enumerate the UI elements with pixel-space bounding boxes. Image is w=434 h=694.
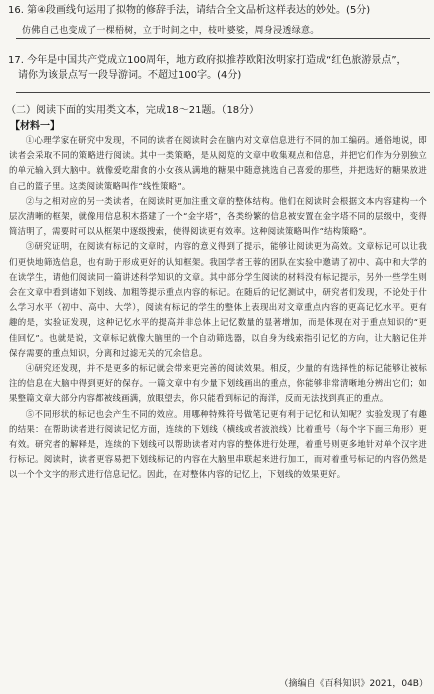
source-citation: （摘编自《百科知识》2021，04B） — [279, 679, 428, 689]
question-16-handwritten-answer: 仿佛自己也变成了一棵梧树，立于时间之中，枝叶婆娑，周身浸透绿意。 — [22, 26, 320, 36]
question-17-line-2: 请你为该景点写一段导游词。不超过100字。(4分) — [18, 70, 242, 81]
paragraph-2: ②与之相对应的另一类读者，在阅读时更加注重文章的整体结构。他们在阅读时会根据文本内容建构一个层次清晰的框架，就像用信息积木搭建了一个“金字塔”，各类纷繁的信息被安置在金字塔不同的层级中，变得简洁明了，需要时可以从框架中逐级搜索，使得阅读更有效率。这种阅读策略叫作“结构策略”。 — [9, 195, 427, 237]
answer-line — [16, 38, 430, 39]
answer-line — [16, 92, 430, 93]
section-heading: （二）阅读下面的实用类文本，完成18～21题。（18分） — [6, 105, 260, 116]
question-17-line-1: 17. 今年是中国共产党成立100周年，地方政府拟推荐欧阳汝明家打造成“红色旅游景点”， — [8, 55, 407, 66]
paragraph-4: ④研究还发现，并不是更多的标记就会带来更完善的阅读效果。相反，少量的有选择性的标记能够让被标注的信息在大脑中得到更好的保存。一篇文章中有少量下划线画出的重点，你能够非常清晰地分辨出它们；如果整篇文章大部分内容都被线画满，放眼望去，你只能看到标记的海洋，反而无法找到真正的重点。 — [9, 363, 427, 404]
material-body — [9, 133, 427, 483]
material-label: 【材料一】 — [10, 121, 60, 132]
paragraph-1: ①心理学家在研究中发现，不同的读者在阅读时会在脑内对文章信息进行不同的加工编码。通俗地说，即读者会采取不同的策略进行阅读。其中一类策略，是从阅览的文章中收集观点和信息，并把它们作为分别独立的单元输入到大脑中。就像爱吃甜食的小女孩从满地的糖果中随意挑选自己喜爱的那些，并把选好的糖果放进自己的篮子里。这类阅读策略叫作“线性策略”。 — [9, 135, 427, 191]
paragraph-3: ③研究证明，在阅读有标记的文章时，内容的意义得到了提示，能够让阅读更为高效。文章标记可以让我们更快地筛选信息，也有助于形成更好的认知框架。我国学者王蓉的团队在实验中邀请了初中、高中和大学的在读学生，请他们阅读同一篇讲述科学知识的文章。其中部分学生阅读的材料没有标记提示，另外一些学生则会在文章中看到诸如下划线、加粗等提示重点内容的标记。在随后的记忆测试中，研究者们发现，不论处于什么学习水平（初中、高中、大学），阅读有标记的学生的整体上表现出对文章重点内容的更高记忆水平。更有趣的是，实验证发现，这种记忆水平的提高并非总体上记忆数量的显著增加，而是体现在对于重点知识的“更佳回忆”。也就是说，文章标记就像大脑里的一个自动筛选器，以自身为线索指引记忆的方向，让大脑记住并保存需要的重点知识，分离和过滤无关的冗余信息。 — [9, 241, 427, 358]
paragraph-5: ⑤不同形状的标记也会产生不同的效应。用哪种特殊符号做笔记更有利于记忆和认知呢？实验发现了有趣的结果：在帮助读者进行阅读记忆方面，连续的下划线（横线或者波浪线）比着重号（每个字下面三角形）更有效。研究者的解释是，连续的下划线可以帮助读者对内容的整体进行处理，着重号则更多地针对单个汉字进行标记。阅读时，读者更容易把下划线标记的内容在大脑里串联起来进行加工，而对着重号标记的内容仍然是以一个个文字的形式进行信息记忆。因此，在对整体内容的记忆上，下划线的效果更好。 — [9, 408, 427, 480]
question-16: 16. 第④段画线句运用了拟物的修辞手法，请结合全文品析这样表达的妙处。(5分) — [8, 5, 371, 16]
